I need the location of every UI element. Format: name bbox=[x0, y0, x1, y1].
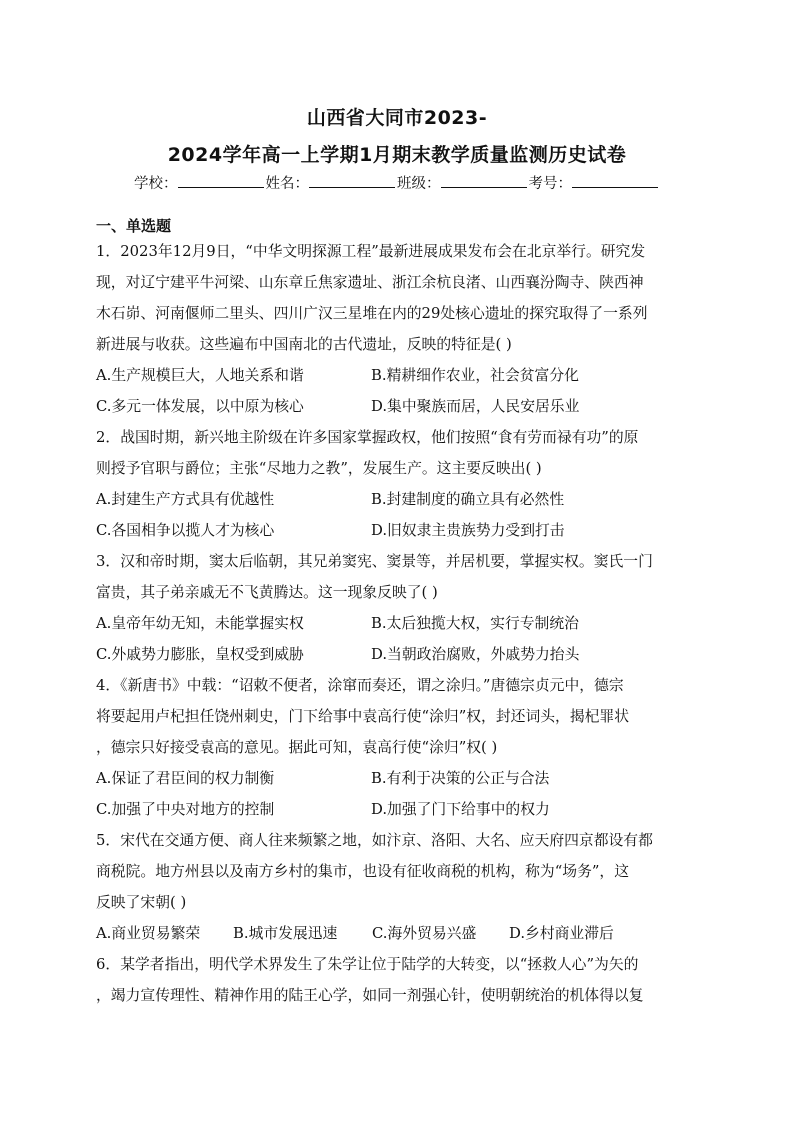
question-4-option-a[interactable]: A.保证了君臣间的权力制衡 bbox=[96, 770, 275, 787]
question-1-line: 现，对辽宁建平牛河梁、山东章丘焦家遗址、浙江余杭良渚、山西襄汾陶寺、陕西神 bbox=[96, 274, 644, 291]
exam-title-line-1: 山西省大同市2023- bbox=[306, 107, 488, 129]
question-3-option-b[interactable]: B.太后独揽大权，实行专制统治 bbox=[371, 615, 579, 632]
question-1-options-row bbox=[96, 391, 700, 422]
question-1-option-b[interactable]: B.精耕细作农业，社会贫富分化 bbox=[371, 367, 579, 384]
question-1-line: 1．2023年12月9日，“中华文明探源工程”最新进展成果发布会在北京举行。研究发 bbox=[96, 243, 646, 260]
question-5-option-b[interactable]: B.城市发展迅速 bbox=[233, 925, 338, 942]
question-3-option-a[interactable]: A.皇帝年幼无知，未能掌握实权 bbox=[96, 615, 304, 632]
question-4-line: ，德宗只好接受袁高的意见。据此可知，袁高行使“涂归”权( ) bbox=[96, 739, 498, 756]
exam-number-label: 考号： bbox=[528, 176, 572, 192]
question-5-option-c[interactable]: C.海外贸易兴盛 bbox=[372, 925, 477, 942]
question-2-option-a[interactable]: A.封建生产方式具有优越性 bbox=[96, 491, 275, 508]
question-3-option-c[interactable]: C.外戚势力膨胀，皇权受到威胁 bbox=[96, 646, 304, 663]
questions-body bbox=[96, 236, 700, 1011]
exam-number-blank[interactable] bbox=[572, 173, 658, 188]
question-1-option-a[interactable]: A.生产规模巨大，人地关系和谐 bbox=[96, 367, 304, 384]
section-heading: 一、单选题 bbox=[96, 217, 172, 235]
question-5-line: 反映了宋朝( ) bbox=[96, 894, 187, 911]
question-4-option-c[interactable]: C.加强了中央对地方的控制 bbox=[96, 801, 275, 818]
exam-title-line-2: 2024学年高一上学期1月期末教学质量监测历史试卷 bbox=[167, 144, 627, 166]
question-3-line: 富贵，其子弟亲戚无不飞黄腾达。这一现象反映了( ) bbox=[96, 584, 438, 601]
question-6-line: ，竭力宣传理性、精神作用的陆王心学，如同一剂强心针，使明朝统治的机体得以复 bbox=[96, 987, 644, 1004]
question-5-option-d[interactable]: D.乡村商业滞后 bbox=[509, 925, 614, 942]
class-blank[interactable] bbox=[441, 173, 527, 188]
question-3-line: 3．汉和帝时期，窦太后临朝，其兄弟窦宪、窦景等，并居机要，掌握实权。窦氏一门 bbox=[96, 553, 653, 570]
question-3-options-row bbox=[96, 639, 700, 670]
question-4-options-row bbox=[96, 763, 700, 794]
question-3-options-row bbox=[96, 608, 700, 639]
question-4-option-b[interactable]: B.有利于决策的公正与合法 bbox=[371, 770, 550, 787]
question-2-line: 则授予官职与爵位；主张“尽地力之教”，发展生产。这主要反映出( ) bbox=[96, 460, 542, 477]
question-2-options-row bbox=[96, 484, 700, 515]
question-2-option-c[interactable]: C.各国相争以揽人才为核心 bbox=[96, 522, 275, 539]
question-6-line: 6．某学者指出，明代学术界发生了朱学让位于陆学的大转变，以“拯救人心”为矢的 bbox=[96, 956, 639, 973]
question-2-options-row bbox=[96, 515, 700, 546]
question-2-option-d[interactable]: D.旧奴隶主贵族势力受到打击 bbox=[371, 522, 565, 539]
question-4-line: 将要起用卢杞担任饶州刺史，门下给事中袁高行使“涂归”权，封还词头，揭杞罪状 bbox=[96, 708, 630, 725]
question-4-line: 4．《新唐书》中载：“诏敕不便者，涂窜而奏还，谓之涂归。”唐德宗贞元中，德宗 bbox=[96, 677, 624, 694]
name-label: 姓名： bbox=[265, 176, 309, 192]
question-5-line: 商税院。地方州县以及南方乡村的集市，也设有征收商税的机构，称为“场务”，这 bbox=[96, 863, 630, 880]
question-5-options-row bbox=[96, 918, 700, 949]
question-5-line: 5．宋代在交通方便、商人往来频繁之地，如汴京、洛阳、大名、应天府四京都设有都 bbox=[96, 832, 653, 849]
question-3-option-d[interactable]: D.当朝政治腐败，外戚势力抬头 bbox=[371, 646, 580, 663]
question-2-option-b[interactable]: B.封建制度的确立具有必然性 bbox=[371, 491, 565, 508]
class-label: 班级： bbox=[397, 176, 441, 192]
question-4-options-row bbox=[96, 794, 700, 825]
question-1-option-d[interactable]: D.集中聚族而居，人民安居乐业 bbox=[371, 398, 580, 415]
question-1-line: 新进展与收获。这些遍布中国南北的古代遗址，反映的特征是( ) bbox=[96, 336, 512, 353]
student-info-fields bbox=[0, 172, 794, 193]
question-1-line: 木石峁、河南偃师二里头、四川广汉三星堆在内的29处核心遗址的探究取得了一系列 bbox=[96, 305, 648, 322]
question-1-option-c[interactable]: C.多元一体发展，以中原为核心 bbox=[96, 398, 304, 415]
question-2-line: 2．战国时期，新兴地主阶级在许多国家掌握政权，他们按照“食有劳而禄有功”的原 bbox=[96, 429, 639, 446]
question-4-option-d[interactable]: D.加强了门下给事中的权力 bbox=[371, 801, 550, 818]
question-5-option-a[interactable]: A.商业贸易繁荣 bbox=[96, 925, 201, 942]
question-1-options-row bbox=[96, 360, 700, 391]
school-blank[interactable] bbox=[178, 173, 264, 188]
school-label: 学校： bbox=[134, 176, 178, 192]
name-blank[interactable] bbox=[309, 173, 395, 188]
